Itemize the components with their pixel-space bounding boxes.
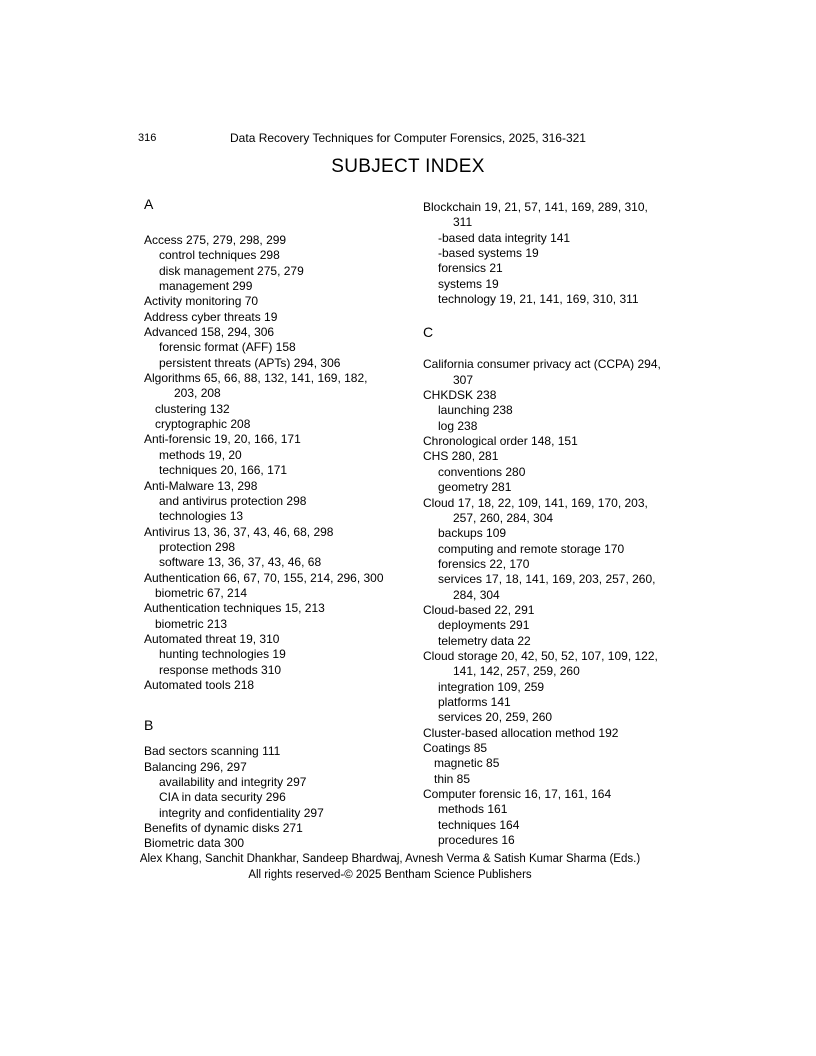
index-entry: response methods 310	[159, 662, 282, 677]
index-entry: integration 109, 259	[438, 679, 545, 694]
index-entry: platforms 141	[438, 694, 511, 709]
index-entry: CHS 280, 281	[423, 449, 499, 464]
index-entry: Anti-forensic 19, 20, 166, 171	[144, 432, 301, 447]
index-entry: 307	[453, 372, 474, 387]
index-entry: 284, 304	[453, 587, 500, 602]
footer-editors: Alex Khang, Sanchit Dhankhar, Sandeep Bhardwaj, Avnesh Verma & Satish Kumar Sharma (Eds.)	[139, 853, 641, 865]
index-entry: forensic format (AFF) 158	[159, 340, 296, 355]
index-entry: systems 19	[438, 276, 499, 291]
index-entry: technology 19, 21, 141, 169, 310, 311	[438, 292, 639, 307]
footer-copyright: All rights reserved-© 2025 Bentham Science Publishers	[248, 868, 532, 881]
index-entry: telemetry data 22	[438, 633, 531, 648]
index-entry: technologies 13	[159, 509, 244, 524]
index-entry: Advanced 158, 294, 306	[144, 325, 275, 340]
index-entry: CHKDSK 238	[423, 388, 497, 403]
index-entry: persistent threats (APTs) 294, 306	[159, 355, 341, 370]
index-entry: California consumer privacy act (CCPA) 294,	[423, 357, 661, 372]
index-entry: availability and integrity 297	[159, 775, 307, 789]
index-entry: biometric 213	[155, 616, 228, 631]
index-entry: Anti-Malware 13, 298	[144, 478, 258, 493]
index-entry: protection 298	[159, 539, 236, 554]
index-entry: integrity and confidentiality 297	[159, 805, 324, 820]
index-entry: methods 161	[438, 802, 508, 817]
index-entry: Authentication 66, 67, 70, 155, 214, 296, 300	[144, 570, 384, 585]
index-entry: CIA in data security 296	[159, 790, 286, 805]
index-entry: cryptographic 208	[155, 417, 251, 432]
index-entry: computing and remote storage 170	[438, 541, 625, 556]
index-entry: Computer forensic 16, 17, 161, 164	[423, 787, 612, 802]
section-heading: B	[144, 717, 154, 734]
index-entry: disk management 275, 279	[159, 263, 304, 278]
index-entry: Cloud-based 22, 291	[423, 602, 535, 617]
index-entry: Coatings 85	[423, 741, 488, 755]
index-entry: Automated tools 218	[144, 677, 255, 692]
index-entry: deployments 291	[438, 618, 530, 633]
index-entry: Cloud 17, 18, 22, 109, 141, 169, 170, 203,	[423, 495, 648, 510]
index-entry: 203, 208	[174, 386, 221, 401]
index-entry: launching 238	[438, 403, 513, 418]
index-entry: 311	[453, 215, 473, 230]
index-entry: and antivirus protection 298	[159, 493, 307, 508]
page-title: SUBJECT INDEX	[331, 156, 485, 177]
index-entry: backups 109	[438, 526, 507, 541]
index-entry: Balancing 296, 297	[144, 759, 247, 774]
index-entry: clustering 132	[155, 401, 230, 416]
index-entry: -based systems 19	[438, 246, 539, 261]
index-entry: Blockchain 19, 21, 57, 141, 169, 289, 310,	[423, 200, 648, 214]
index-entry: forensics 21	[438, 261, 503, 276]
index-entry: Automated threat 19, 310	[144, 631, 280, 646]
index-entry: Access 275, 279, 298, 299	[144, 233, 287, 247]
index-entry: geometry 281	[438, 480, 512, 495]
page-number: 316	[138, 132, 157, 144]
index-entry: hunting technologies 19	[159, 647, 286, 662]
index-entry: Algorithms 65, 66, 88, 132, 141, 169, 182,	[144, 371, 368, 386]
index-entry: methods 19, 20	[159, 447, 242, 462]
index-column-left	[144, 197, 434, 852]
index-entry: Activity monitoring 70	[144, 294, 259, 309]
section-heading: C	[423, 324, 434, 341]
index-entry: Cluster-based allocation method 192	[423, 725, 619, 740]
index-entry: control techniques 298	[159, 248, 280, 263]
index-entry: Authentication techniques 15, 213	[144, 601, 325, 616]
index-entry: forensics 22, 170	[438, 556, 530, 571]
index-entry: Biometric data 300	[144, 836, 245, 851]
index-entry: techniques 164	[438, 817, 520, 832]
index-entry: software 13, 36, 37, 43, 46, 68	[159, 555, 322, 570]
index-entry: services 17, 18, 141, 169, 203, 257, 260,	[438, 572, 656, 587]
page-footer	[0, 852, 780, 883]
index-entry: 257, 260, 284, 304	[453, 510, 554, 525]
index-entry: Chronological order 148, 151	[423, 434, 578, 449]
index-entry: procedures 16	[438, 833, 515, 848]
index-column-right	[423, 200, 713, 848]
index-entry: thin 85	[434, 771, 471, 786]
index-entry: Antivirus 13, 36, 37, 43, 46, 68, 298	[144, 524, 334, 539]
index-entry: Bad sectors scanning 111	[144, 744, 281, 759]
index-entry: Address cyber threats 19	[144, 309, 278, 324]
index-entry: Benefits of dynamic disks 271	[144, 821, 303, 836]
index-entry: services 20, 259, 260	[438, 710, 553, 725]
index-entry: magnetic 85	[434, 756, 500, 771]
index-entry: techniques 20, 166, 171	[159, 463, 288, 478]
index-entry: -based data integrity 141	[438, 230, 571, 245]
index-entry: 141, 142, 257, 259, 260	[453, 664, 580, 679]
index-entry: Cloud storage 20, 42, 50, 52, 107, 109, 122,	[423, 648, 658, 663]
running-head: Data Recovery Techniques for Computer Forensics, 2025, 316-321	[230, 131, 586, 145]
section-heading: A	[144, 196, 154, 212]
index-entry: conventions 280	[438, 464, 526, 479]
index-entry: log 238	[438, 418, 478, 433]
index-entry: biometric 67, 214	[155, 585, 248, 600]
index-entry: management 299	[159, 279, 253, 294]
